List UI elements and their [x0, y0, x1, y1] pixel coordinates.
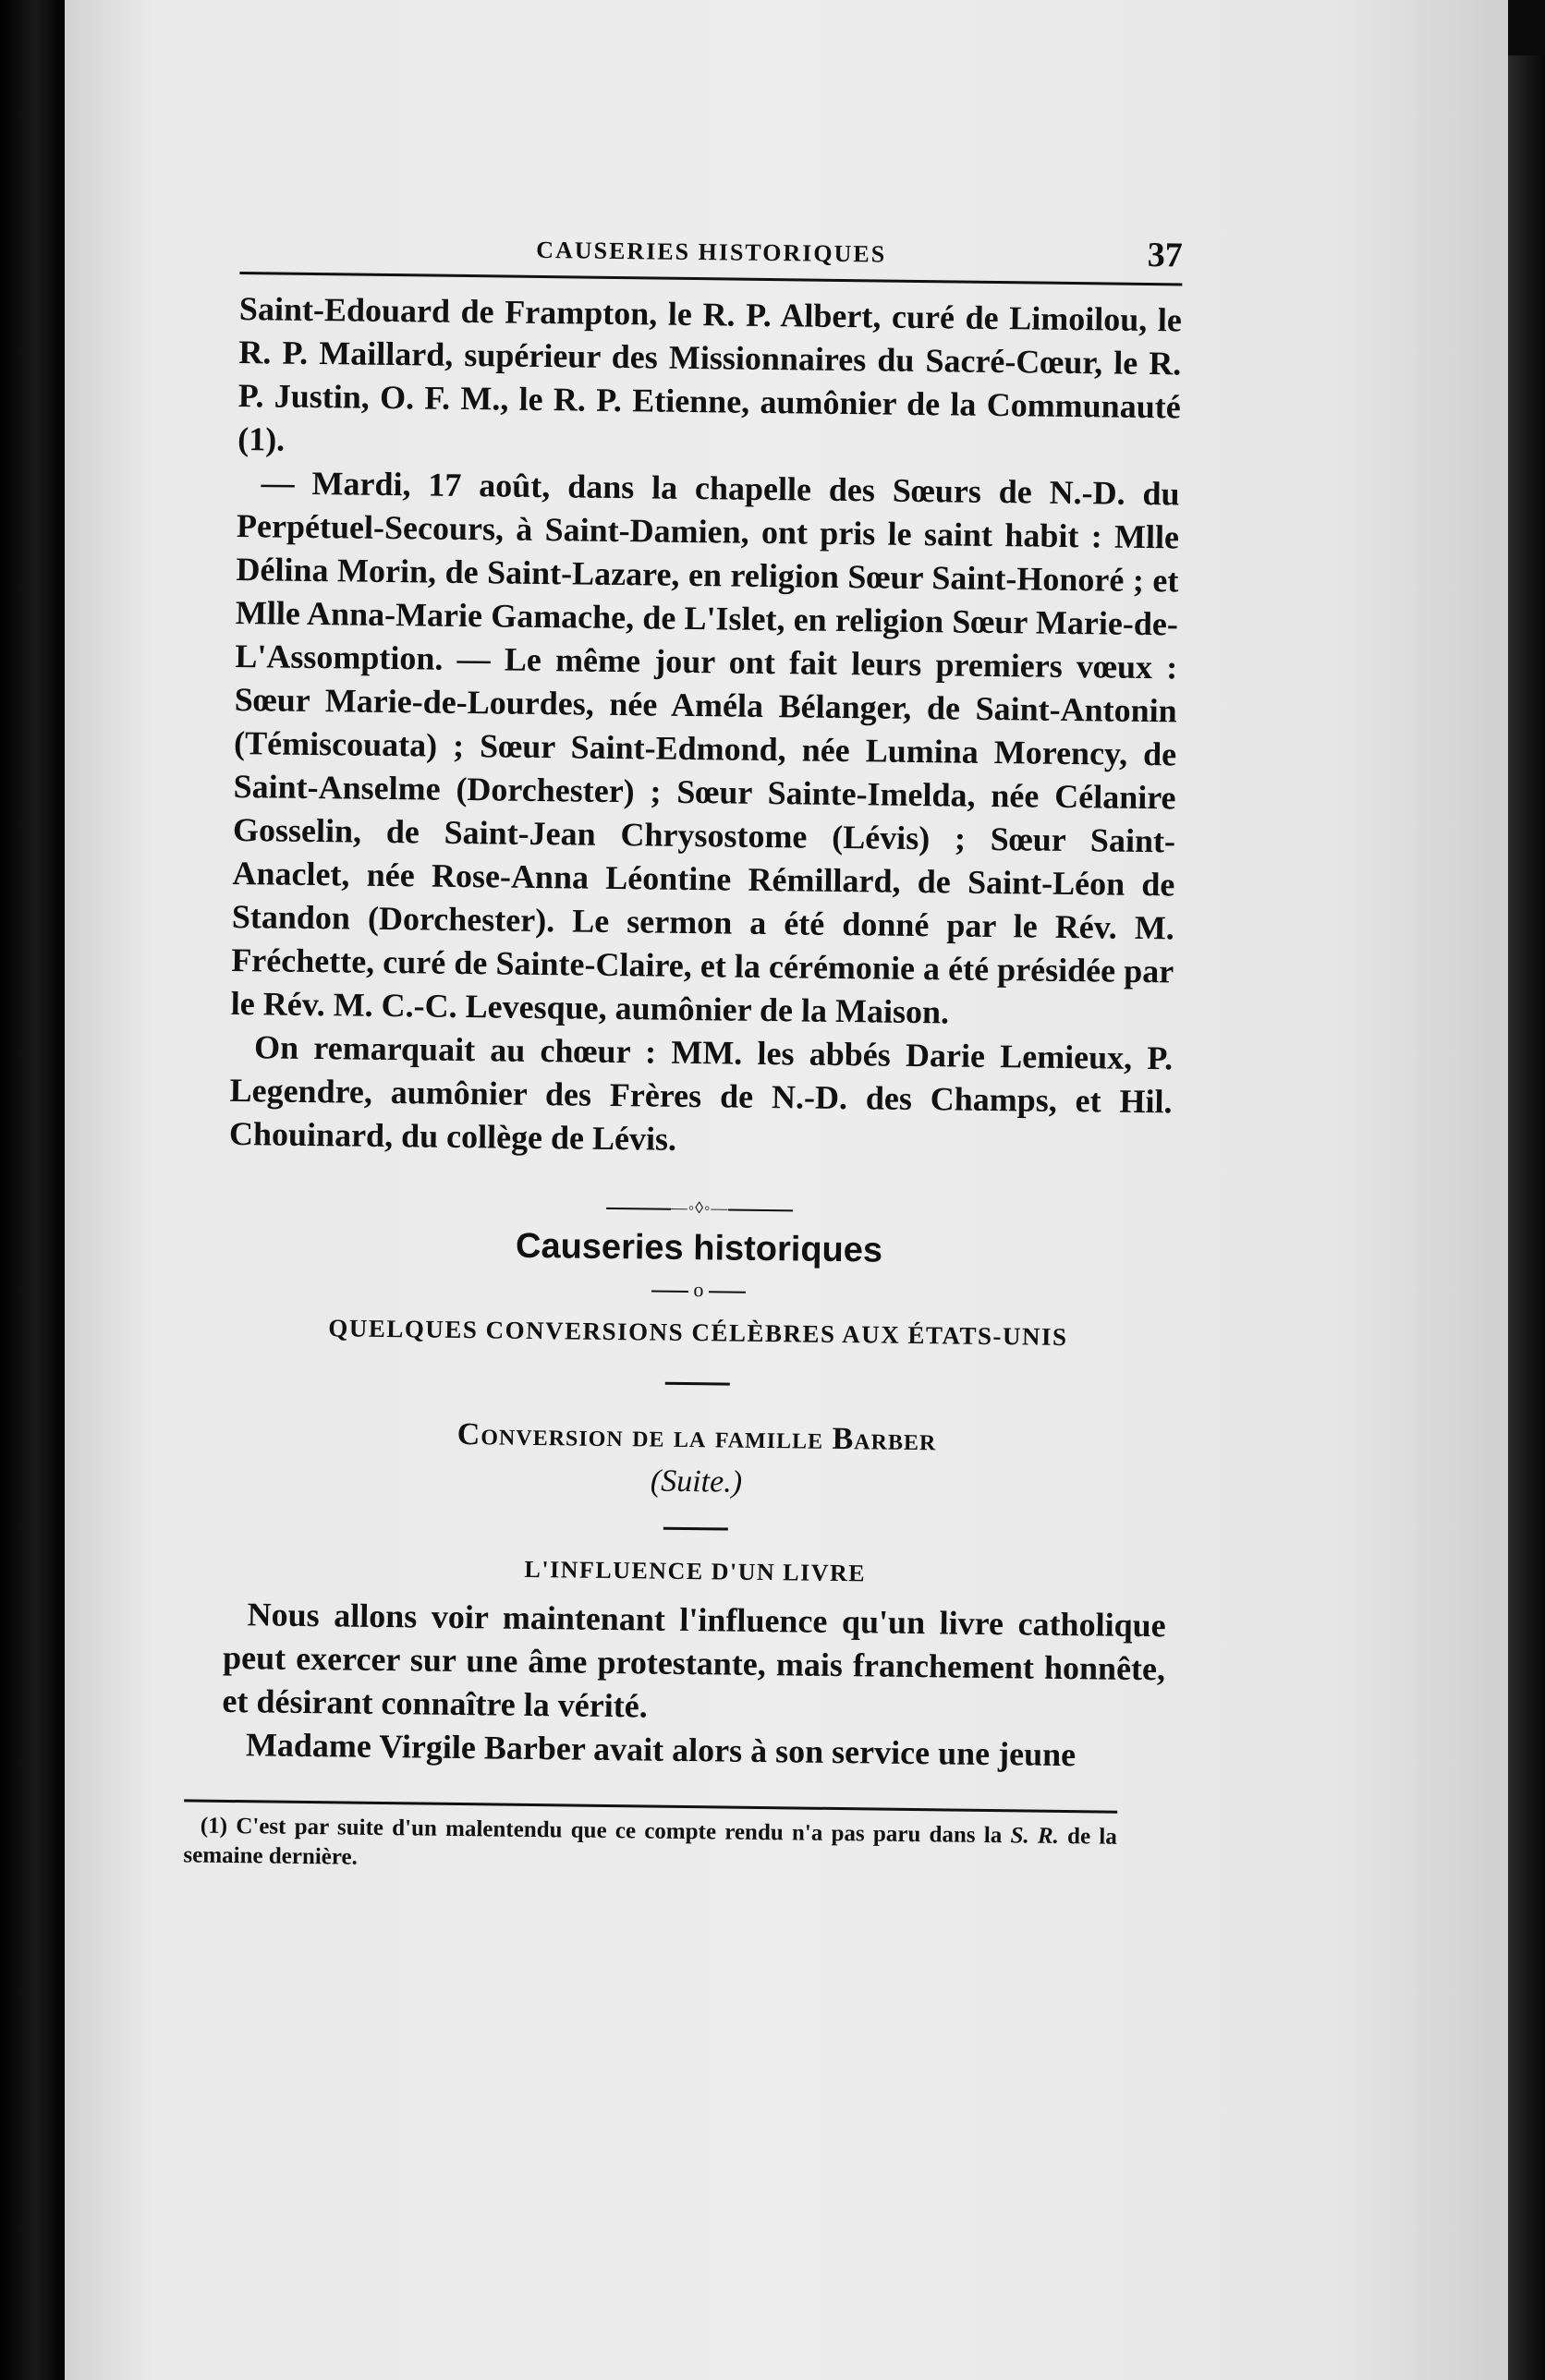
- section-ornament: —◦◊◦—: [228, 1193, 1171, 1223]
- footnote-italic: S. R.: [1010, 1823, 1060, 1849]
- chapter-title: L'INFLUENCE D'UN LIVRE: [524, 1555, 867, 1587]
- book-spine-shadow: [0, 0, 65, 2380]
- section-title: Causeries historiques: [515, 1226, 883, 1270]
- footnote-marker: (1): [200, 1813, 228, 1839]
- footnote-text: C'est par suite d'un malentendu que ce compte rendu n'a pas paru dans la: [236, 1814, 1003, 1849]
- paragraph-2: — Mardi, 17 août, dans la chapelle des Sœurs de N.-D. du Perpétuel-Secours, à Saint-Damien, ont pris le saint habit : Mlle Délina Morin, de Saint-Lazare, en religion Sœur Saint-Honoré ; et Mlle Anna-Marie Gamache, de L'Islet, en religion Sœur Marie-de-L'Assomption. — Le même jour ont fait leurs premiers vœux : Sœur Marie-de-Lourdes, née Améla Bélanger, de Saint-Antonin (Témiscouata) ; Sœur Saint-Edmond, née Lumina Morency, de Saint-Anselme (Dorchester) ; Sœur Sainte-Imelda, née Célanire Gosselin, de Saint-Jean Chrysostome (Lévis) ; Sœur Saint-Anaclet, née Rose-Anna Léontine Rémillard, de Saint-Léon de Standon (Dorchester). Le sermon a été donné par le Rév. M. Fréchette, curé de Sainte-Claire, et la cérémonie a été présidée par le Rév. M. C.-C. Levesque, aumônier de la Maison.: [230, 464, 1180, 1031]
- article-body: [222, 1593, 1166, 1778]
- continuation-note: (Suite.): [650, 1463, 743, 1500]
- page-content: [183, 229, 1183, 1882]
- series-subtitle: QUELQUES CONVERSIONS CÉLÈBRES AUX ÉTATS-UNIS: [328, 1314, 1068, 1352]
- article-paragraph-2: Madame Virgile Barber avait alors à son service une jeune: [245, 1726, 1077, 1774]
- short-rule-2: [663, 1527, 728, 1531]
- article-title: Conversion de la famille Barber: [456, 1416, 937, 1458]
- footnote: [183, 1811, 1117, 1881]
- section-separator: o: [227, 1272, 1170, 1307]
- running-title: CAUSERIES HISTORIQUES: [536, 236, 887, 268]
- paragraph-1: Saint-Edouard de Frampton, le R. P. Albert, curé de Limoilou, le R. P. Maillard, supérieur des Missionnaires du Sacré-Cœur, le R. P. Justin, O. F. M., le R. P. Etienne, aumônier de la Communauté (1).: [237, 289, 1183, 458]
- article-paragraph-1: Nous allons voir maintenant l'influence qu'un livre catholique peut exercer sur une âme protestante, mais franchement honnête, et désirant connaître la vérité.: [222, 1596, 1166, 1725]
- footnote-text-end: de la semaine dernière.: [183, 1824, 1117, 1870]
- short-rule: [665, 1382, 730, 1386]
- paragraph-3: On remarquait au chœur : MM. les abbés Darie Lemieux, P. Legendre, aumônier des Frères de N.-D. des Champs, et Hil. Chouinard, du collège de Lévis.: [228, 1028, 1174, 1158]
- page-edge-shadow: [1508, 55, 1545, 2380]
- page-number: 37: [1147, 235, 1183, 275]
- footnote-rule: [184, 1799, 1117, 1813]
- body-text: [229, 287, 1182, 1167]
